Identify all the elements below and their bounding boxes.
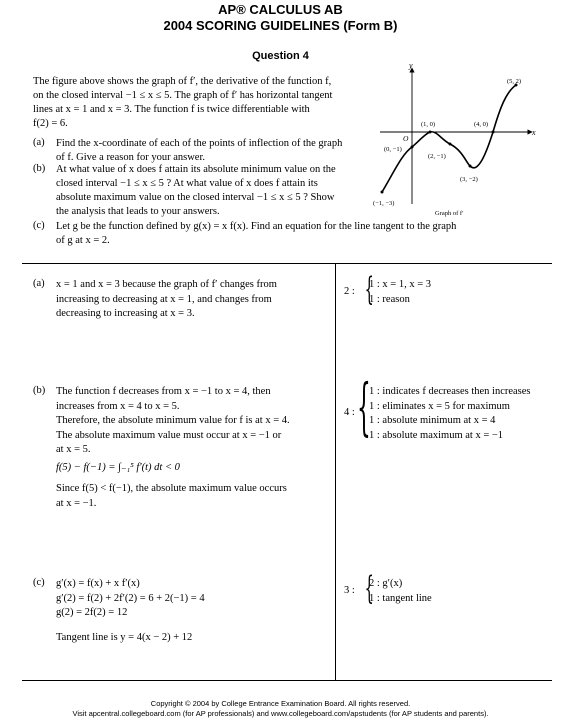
derivative-graph [370, 62, 545, 222]
rubric-item: 1 : tangent line [369, 592, 432, 604]
intro-line: on the closed interval −1 ≤ x ≤ 5. The graph of f′ has horizontal tangent [33, 90, 333, 101]
rubric-item: 1 : reason [369, 293, 410, 305]
solution-line: Since f(5) < f(−1), the absolute maximum value occurs [56, 483, 287, 494]
rubric-item: 1 : absolute minimum at x = 4 [369, 415, 496, 426]
footer-links: Visit apcentral.collegeboard.com (for AP professionals) and www.collegeboard.com/apstudents (for AP students and parents). [72, 709, 489, 718]
part-line: At what value of x does f attain its absolute minimum value on the [56, 164, 336, 175]
part-line: closed interval −1 ≤ x ≤ 5 ? At what value of x does f attain its [56, 178, 318, 189]
rubric-item: 1 : x = 1, x = 3 [369, 279, 432, 290]
brace-icon: { [357, 370, 371, 443]
part-label: (a) [33, 137, 45, 148]
point-label: (2, −1) [428, 153, 446, 160]
divider [22, 263, 552, 264]
rubric-points: 2 : [344, 286, 355, 297]
graph-point [449, 143, 452, 146]
solution-line: Tangent line is y = 4(x − 2) + 12 [56, 631, 193, 643]
solution-line: increasing to decreasing at x = 1, and changes from [56, 293, 272, 305]
graph-caption: Graph of f′ [435, 210, 464, 217]
divider [22, 680, 552, 681]
y-axis-label: y [409, 62, 413, 70]
part-line: Let g be the function defined by g(x) = x f(x). Find an equation for the line tangent to the graph [56, 221, 457, 232]
part-line: of g at x = 2. [56, 235, 110, 246]
solution-line: x = 1 and x = 3 because the graph of f′ changes from [56, 279, 277, 290]
solution-line: The absolute maximum value must occur at x = −1 or [56, 429, 282, 441]
intro-line: f(2) = 6. [33, 118, 68, 129]
graph-point [492, 131, 495, 134]
solution-line: decreasing to increasing at x = 3. [56, 308, 195, 319]
graph-point [381, 191, 384, 194]
solution-line: The function f decreases from x = −1 to x = 4, then [56, 386, 271, 397]
part-line: Find the x-coordinate of each of the points of inflection of the graph [56, 138, 343, 149]
graph-point [469, 165, 472, 168]
part-label: (c) [33, 220, 45, 231]
solution-line: at x = 5. [56, 444, 91, 455]
origin-label: O [403, 134, 409, 143]
solution-line: increases from x = 4 to x = 5. [56, 400, 180, 412]
brace-icon: { [364, 270, 374, 308]
point-label: (5, 2) [507, 78, 522, 85]
footer-copyright: Copyright © 2004 by College Entrance Examination Board. All rights reserved. [150, 699, 411, 708]
page-title: AP® CALCULUS AB [218, 2, 343, 17]
solution-line: Therefore, the absolute minimum value for f is at x = 4. [56, 415, 290, 426]
rubric-points: 4 : [344, 407, 355, 418]
solution-line: at x = −1. [56, 497, 97, 509]
point-label: (3, −2) [460, 176, 478, 183]
part-line: absolute maximum value on the closed interval −1 ≤ x ≤ 5 ? Show [56, 192, 335, 203]
rubric-item: 2 : g′(x) [369, 578, 403, 589]
question-title: Question 4 [252, 50, 309, 62]
solution-line: g′(2) = f(2) + 2f′(2) = 6 + 2(−1) = 4 [56, 592, 205, 604]
part-line: the analysis that leads to your answers. [56, 206, 220, 217]
point-label: (4, 0) [474, 121, 489, 128]
solution-label: (b) [33, 385, 46, 396]
solution-line: g(2) = 2f(2) = 12 [56, 607, 128, 618]
x-axis-label: x [532, 128, 536, 137]
graph-point [429, 131, 432, 134]
intro-line: The figure above shows the graph of f′, the derivative of the function f, [33, 76, 332, 87]
column-divider [335, 263, 336, 681]
part-label: (b) [33, 163, 46, 174]
part-line: of f. Give a reason for your answer. [56, 152, 205, 163]
intro-line: lines at x = 1 and x = 3. The function f is twice differentiable with [33, 104, 310, 115]
rubric-item: 1 : eliminates x = 5 for maximum [369, 400, 510, 412]
point-label: (−1, −3) [373, 200, 395, 207]
brace-icon: { [364, 569, 374, 607]
solution-line: f(5) − f(−1) = ∫₋₁⁵ f′(t) dt < 0 [56, 461, 180, 473]
solution-label: (c) [33, 577, 45, 588]
solution-line: g′(x) = f(x) + x f′(x) [56, 578, 140, 589]
rubric-item: 1 : absolute maximum at x = −1 [369, 429, 504, 441]
page-subtitle: 2004 SCORING GUIDELINES (Form B) [163, 18, 398, 33]
solution-label: (a) [33, 278, 45, 289]
rubric-item: 1 : indicates f decreases then increases [369, 386, 531, 397]
point-label: (1, 0) [421, 121, 436, 128]
rubric-points: 3 : [344, 585, 355, 596]
point-label: (0, −1) [384, 146, 402, 153]
graph-point [411, 146, 414, 149]
